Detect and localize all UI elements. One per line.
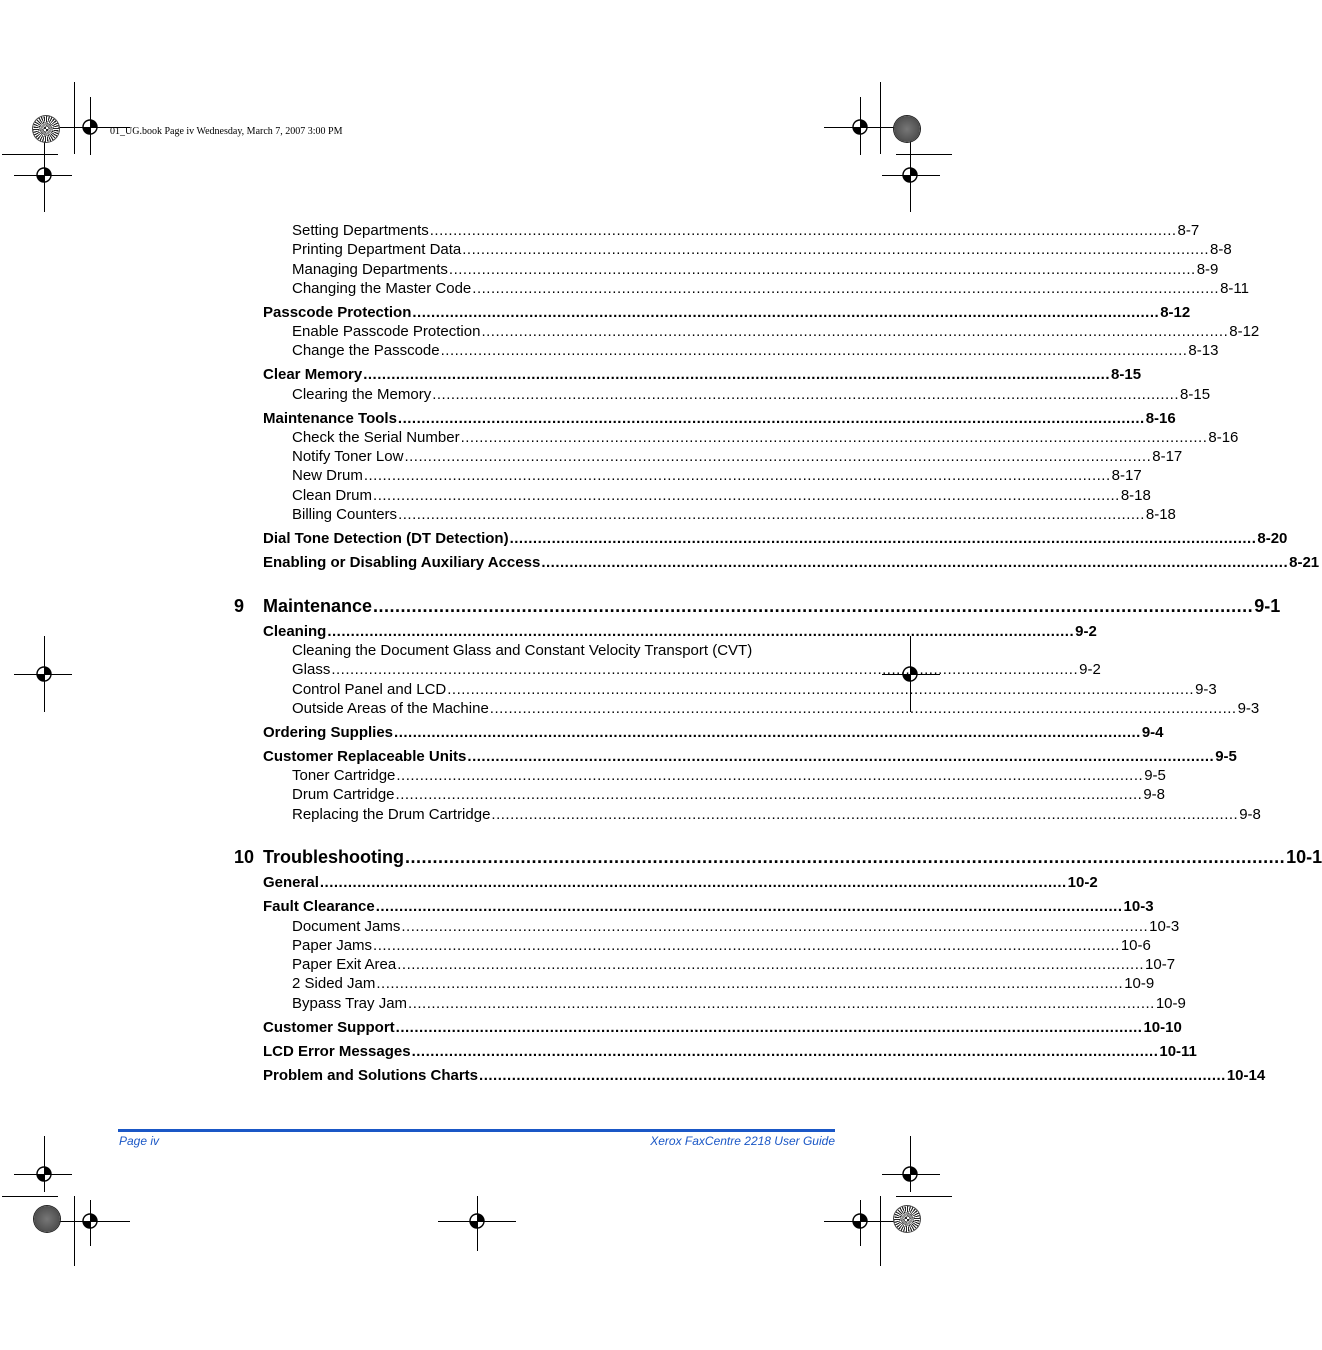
- toc-section[interactable]: Dial Tone Detection (DT Detection) ................................................................................................................................................................ 8-20: [263, 530, 1288, 547]
- toc-entry[interactable]: Clean Drum ................................................................................................................................................................ 8-18: [292, 487, 1151, 504]
- toc-entry[interactable]: Paper Exit Area ................................................................................................................................................................ 10-7: [292, 956, 1176, 973]
- toc-section[interactable]: Fault Clearance ................................................................................................................................................................ 10-3: [263, 898, 1154, 915]
- toc-entry[interactable]: Paper Jams ................................................................................................................................................................ 10-6: [292, 937, 1151, 954]
- toc-section[interactable]: Ordering Supplies ................................................................................................................................................................ 9-4: [263, 724, 1164, 741]
- toc-section[interactable]: Cleaning ................................................................................................................................................................ 9-2: [263, 623, 1097, 640]
- toc-entry[interactable]: Cleaning the Document Glass and Constant Velocity Transport (CVT): [292, 642, 753, 659]
- toc-section[interactable]: Enabling or Disabling Auxiliary Access ................................................................................................................................................................ 8-21: [263, 554, 1320, 571]
- toc-entry[interactable]: Printing Department Data ................................................................................................................................................................ 8-8: [292, 241, 1232, 258]
- toc-entry[interactable]: Managing Departments ................................................................................................................................................................ 8-9: [292, 261, 1219, 278]
- toc-entry[interactable]: Check the Serial Number ................................................................................................................................................................ 8-16: [292, 429, 1239, 446]
- footer-guide-title: Xerox FaxCentre 2218 User Guide: [650, 1134, 835, 1148]
- toc-section[interactable]: Passcode Protection ................................................................................................................................................................ 8-12: [263, 304, 1191, 321]
- toc-entry[interactable]: Document Jams ................................................................................................................................................................ 10-3: [292, 918, 1180, 935]
- toc-entry[interactable]: New Drum ................................................................................................................................................................ 8-17: [292, 467, 1142, 484]
- toc-entry[interactable]: Replacing the Drum Cartridge ................................................................................................................................................................ 9-8: [292, 806, 1261, 823]
- toc-entry[interactable]: 2 Sided Jam ................................................................................................................................................................ 10-9: [292, 975, 1155, 992]
- toc-entry[interactable]: Outside Areas of the Machine ................................................................................................................................................................ 9-3: [292, 700, 1260, 717]
- toc-section[interactable]: Problem and Solutions Charts ................................................................................................................................................................ 10-14: [263, 1067, 1266, 1084]
- toc-entry[interactable]: Bypass Tray Jam ................................................................................................................................................................ 10-9: [292, 995, 1186, 1012]
- toc-section[interactable]: Clear Memory ................................................................................................................................................................ 8-15: [263, 366, 1142, 383]
- toc-section[interactable]: General ................................................................................................................................................................ 10-2: [263, 874, 1098, 891]
- toc-entry[interactable]: Notify Toner Low ................................................................................................................................................................ 8-17: [292, 448, 1183, 465]
- footer-rule: [118, 1129, 835, 1132]
- toc-section[interactable]: Customer Support ................................................................................................................................................................ 10-10: [263, 1019, 1182, 1036]
- toc-chapter[interactable]: 10 Troubleshooting ................................................................................................................................................................ 10-1: [234, 847, 1322, 867]
- footer-page-number: Page iv: [119, 1134, 160, 1148]
- toc-entry[interactable]: Setting Departments ................................................................................................................................................................ 8-7: [292, 222, 1200, 239]
- toc-entry[interactable]: Toner Cartridge ................................................................................................................................................................ 9-5: [292, 767, 1166, 784]
- toc-entry[interactable]: Drum Cartridge ................................................................................................................................................................ 9-8: [292, 786, 1166, 803]
- toc-entry[interactable]: Changing the Master Code ................................................................................................................................................................ 8-11: [292, 280, 1249, 297]
- toc-chapter[interactable]: 9 Maintenance ................................................................................................................................................................ 9-1: [234, 596, 1281, 616]
- toc-section[interactable]: LCD Error Messages ................................................................................................................................................................ 10-11: [263, 1043, 1197, 1060]
- toc-entry[interactable]: Control Panel and LCD ................................................................................................................................................................ 9-3: [292, 681, 1217, 698]
- toc-section[interactable]: Maintenance Tools ................................................................................................................................................................ 8-16: [263, 410, 1176, 427]
- toc-entry[interactable]: Billing Counters ................................................................................................................................................................ 8-18: [292, 506, 1176, 523]
- toc-section[interactable]: Customer Replaceable Units ................................................................................................................................................................ 9-5: [263, 748, 1237, 765]
- toc-entry[interactable]: Glass ................................................................................................................................................................ 9-2: [292, 661, 1101, 678]
- toc-entry[interactable]: Change the Passcode ................................................................................................................................................................ 8-13: [292, 342, 1219, 359]
- toc-entry[interactable]: Enable Passcode Protection ................................................................................................................................................................ 8-12: [292, 323, 1260, 340]
- printer-info-slug: 01_UG.book Page iv Wednesday, March 7, 2007 3:00 PM: [110, 126, 343, 137]
- toc-entry[interactable]: Clearing the Memory ................................................................................................................................................................ 8-15: [292, 386, 1211, 403]
